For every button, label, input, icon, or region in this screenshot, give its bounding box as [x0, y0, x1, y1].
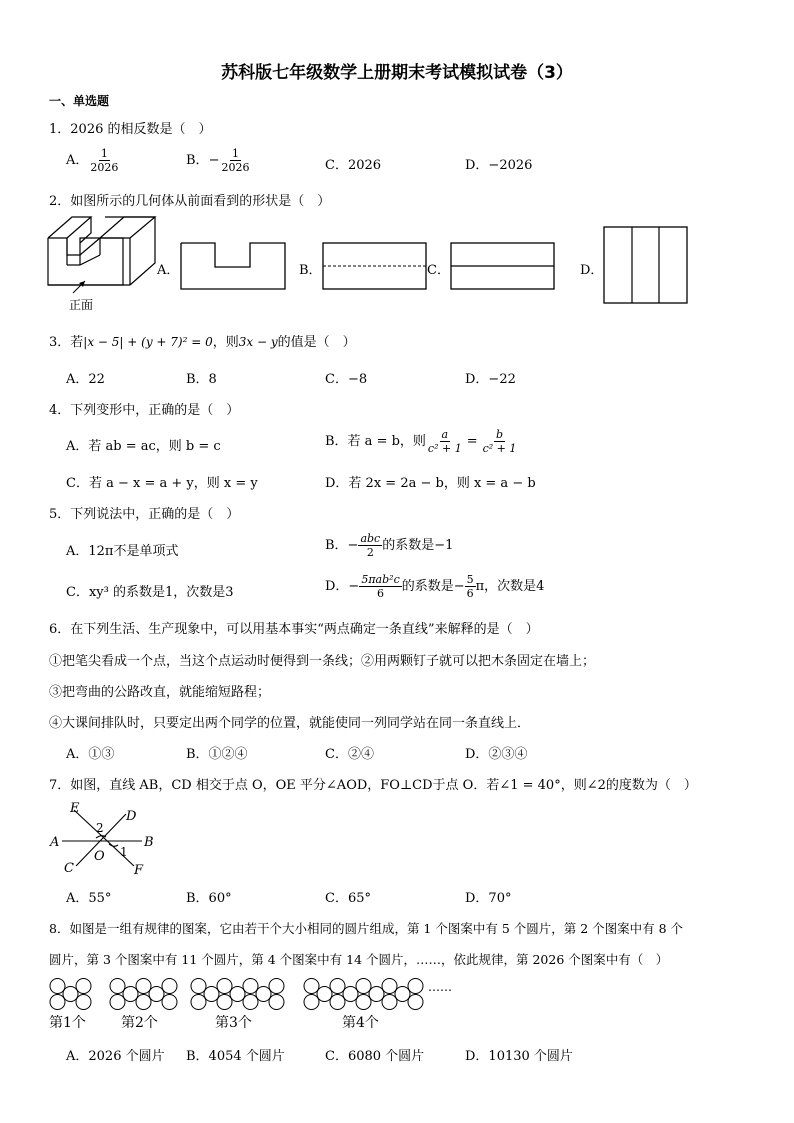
q8-circle [304, 979, 319, 994]
q8-circle [343, 987, 358, 1002]
q8-caption-1: 第1个 [49, 1015, 86, 1031]
q8-option-a[interactable]: A．2026 个圆片 [66, 1049, 165, 1064]
q2-option-a-label[interactable]: A． [157, 263, 180, 278]
q8-circle [63, 987, 78, 1002]
q8-option-c[interactable]: C．6080 个圆片 [325, 1049, 425, 1064]
q2-stem: 2．如图所示的几何体从前面看到的形状是（ ） [49, 194, 331, 209]
q8-circle [330, 995, 345, 1010]
q8-circle [269, 979, 284, 994]
q6-option-c[interactable]: C．②④ [325, 747, 374, 762]
q3-option-a[interactable]: A．22 [66, 372, 105, 387]
q8-circle [382, 995, 397, 1010]
q8-circle [110, 979, 125, 994]
q5-d-fraction-2: $\frac{5}{6}$ [466, 573, 474, 600]
q4-option-a[interactable]: A．若 ab = ac，则 b = c [66, 439, 221, 454]
q8-circle [330, 979, 345, 994]
q5-b-fraction: $\frac{\text{abc}}{2}$ [360, 532, 381, 559]
q7-label-b: B [144, 835, 154, 850]
q3-option-d[interactable]: D．−22 [465, 372, 516, 387]
q8-circle [356, 995, 371, 1010]
q8-circle [317, 987, 332, 1002]
q7-label-e: E [70, 801, 80, 816]
q8-caption-2: 第2个 [121, 1015, 158, 1031]
q8-circle [110, 995, 125, 1010]
q7-label-a: A [50, 835, 60, 850]
q2-option-c-label[interactable]: C． [427, 263, 450, 278]
q8-circle [304, 995, 319, 1010]
q7-label-f: F [134, 863, 144, 878]
q8-circle [191, 979, 206, 994]
q4-stem: 4．下列变形中，正确的是（ ） [49, 403, 240, 418]
q6-option-d[interactable]: D．②③④ [465, 747, 528, 762]
q6-option-b[interactable]: B．①②④ [186, 747, 248, 762]
q6-option-a[interactable]: A．①③ [66, 747, 115, 762]
q8-circle [204, 987, 219, 1002]
q8-circle [256, 987, 271, 1002]
q8-option-b[interactable]: B．4054 个圆片 [186, 1049, 285, 1064]
q8-pattern-figure [48, 978, 468, 1010]
q8-circle [408, 979, 423, 994]
q7-label-d: D [126, 809, 137, 824]
q2-option-b-figure[interactable] [322, 242, 428, 292]
q8-circle [50, 979, 65, 994]
q8-circle [76, 995, 91, 1010]
q1-option-a[interactable]: A． $\frac{1}{2026}$ [66, 147, 119, 174]
q4-b-fraction-right: $\frac{b}{\text{c² + 1}}$ [482, 428, 517, 455]
q8-circle [382, 979, 397, 994]
q3-option-c[interactable]: C．−8 [325, 372, 368, 387]
q8-circle [243, 995, 258, 1010]
q8-circle [217, 979, 232, 994]
q8-stem-line1: 8．如图是一组有规律的图案，它由若干个大小相同的圆片组成，第 1 个图案中有 5 个圆片，第 2 个图案中有 8 个 [49, 921, 684, 936]
q2-option-a-figure[interactable] [180, 242, 290, 292]
q8-ellipsis: …… [428, 980, 452, 994]
q5-d-fraction: $\frac{\text{5πab²c}}{6}$ [361, 573, 400, 600]
q7-label-c: C [64, 861, 74, 876]
q8-circle [162, 995, 177, 1010]
q8-option-d[interactable]: D．10130 个圆片 [465, 1049, 573, 1064]
q2-option-d-label[interactable]: D． [580, 263, 604, 278]
q1-b-fraction: $\frac{1}{2026}$ [221, 147, 250, 174]
q8-circle [76, 979, 91, 994]
q3-stem: 3．若|x − 5| + (y + 7)² = 0，则3x − y的值是（ ） [49, 335, 356, 350]
q5-option-b[interactable]: B．− $\frac{\text{abc}}{2}$ 的系数是−1 [325, 532, 454, 559]
q8-circle [408, 995, 423, 1010]
q7-option-b[interactable]: B．60° [186, 891, 232, 906]
q7-label-angle2: 2 [96, 821, 104, 835]
q6-statement-line2: ③把弯曲的公路改直，就能缩短路程； [49, 685, 271, 700]
q7-option-c[interactable]: C．65° [325, 891, 371, 906]
q8-circle [136, 995, 151, 1010]
q1-option-b[interactable]: B．− $\frac{1}{2026}$ [186, 147, 250, 174]
q7-angle-figure [48, 800, 158, 880]
q1-option-c[interactable]: C．2026 [325, 158, 382, 173]
q8-circle [217, 995, 232, 1010]
q2-option-c-figure[interactable] [450, 242, 556, 292]
q8-circle [162, 979, 177, 994]
q5-option-a[interactable]: A．12π不是单项式 [66, 544, 179, 559]
q7-option-a[interactable]: A．55° [66, 891, 112, 906]
page-title: 苏科版七年级数学上册期末考试模拟试卷（3） [221, 63, 573, 83]
q7-stem: 7．如图，直线 AB，CD 相交于点 O，OE 平分∠AOD，FO⊥CD于点 O．若∠1 = 40°，则∠2的度数为（ ） [49, 778, 697, 793]
q8-circle [356, 979, 371, 994]
q6-stem: 6．在下列生活、生产现象中，可以用基本事实“两点确定一条直线”来解释的是（ ） [49, 622, 539, 637]
q1-a-fraction: $\frac{1}{2026}$ [90, 147, 119, 174]
q8-circle [123, 987, 138, 1002]
q8-circle [136, 979, 151, 994]
q2-front-label: 正面 [69, 298, 94, 312]
q8-circle [269, 995, 284, 1010]
q8-circle [369, 987, 384, 1002]
q7-label-o: O [94, 849, 105, 864]
q4-option-b[interactable]: B．若 a = b，则 $\frac{a}{\text{c² + 1}}$ = $\frac{b}{\text{c² + 1}}$ [325, 428, 517, 455]
q7-option-d[interactable]: D．70° [465, 891, 512, 906]
q8-caption-3: 第3个 [215, 1015, 252, 1031]
q8-circle [395, 987, 410, 1002]
q3-option-b[interactable]: B．8 [186, 372, 217, 387]
q1-stem: 1．2026 的相反数是（ ） [49, 122, 212, 137]
q7-label-angle1: 1 [120, 845, 128, 859]
q4-b-fraction-left: $\frac{a}{\text{c² + 1}}$ [427, 428, 462, 455]
q5-option-c[interactable]: C．xy³ 的系数是1，次数是3 [66, 585, 234, 600]
q2-solid-figure [45, 215, 160, 315]
q8-circle [191, 995, 206, 1010]
q8-stem-line2: 圆片，第 3 个图案中有 11 个圆片，第 4 个图案中有 14 个圆片，……，依此规律，第 2026 个图案中有（ ） [49, 952, 669, 967]
q4-option-d[interactable]: D．若 2x = 2a − b，则 x = a − b [325, 476, 536, 491]
q8-circle [230, 987, 245, 1002]
q8-circle [149, 987, 164, 1002]
q1-option-d[interactable]: D．−2026 [465, 158, 533, 173]
q5-stem: 5．下列说法中，正确的是（ ） [49, 507, 240, 522]
q8-caption-4: 第4个 [342, 1015, 379, 1031]
q2-option-b-label[interactable]: B． [299, 263, 322, 278]
q6-statement-line1: ①把笔尖看成一个点，当这个点运动时便得到一条线；②用两颗钉子就可以把木条固定在墙上； [49, 654, 596, 669]
q4-option-c[interactable]: C．若 a − x = a + y，则 x = y [66, 476, 258, 491]
q2-option-d-figure[interactable] [603, 226, 689, 306]
q8-circle [50, 995, 65, 1010]
q8-circle [243, 979, 258, 994]
q6-statement-line3: ④大课间排队时，只要定出两个同学的位置，就能使同一列同学站在同一条直线上． [49, 716, 531, 731]
q5-option-d[interactable]: D．− $\frac{\text{5πab²c}}{6}$ 的系数是− $\frac{5}{6}$ π，次数是4 [325, 573, 545, 600]
section-heading: 一、单选题 [49, 94, 110, 108]
